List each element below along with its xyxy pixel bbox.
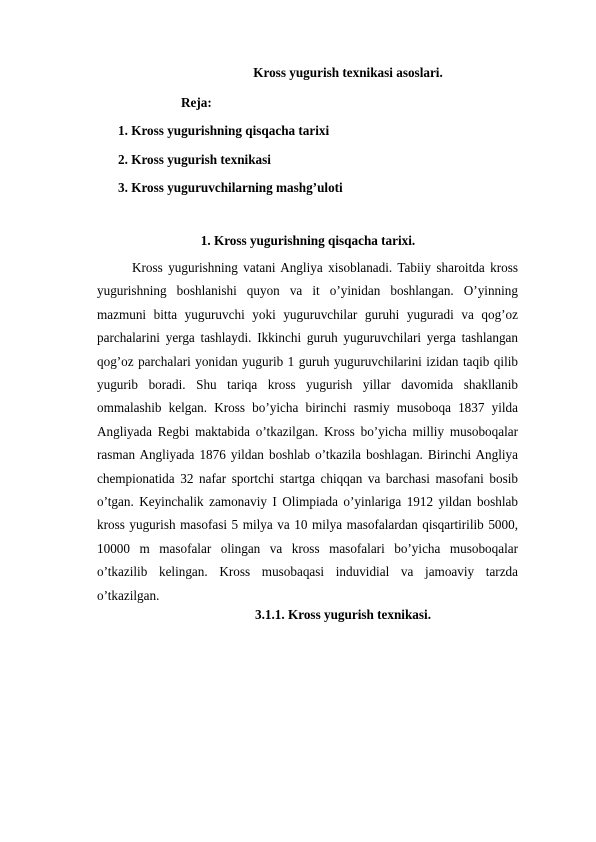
plan-label: Reja: [181,95,212,110]
section-heading: 1. Kross yugurishning qisqacha tarixi. [200,233,416,248]
plan-list [118,123,343,209]
sub-heading: 3.1.1. Kross yugurish texnikasi. [255,607,431,622]
plan-item: 2. Kross yugurish texnikasi [118,151,271,167]
document-title: Kross yugurish texnikasi asoslari. [253,65,443,80]
plan-item: 1. Kross yugurishning qisqacha tarixi [118,123,330,138]
body-paragraph: Kross yugurishning vatani Angliya xisoblanadi. Tabiiy sharoitda kross yugurishning boshlanishi quyon va it o’yinidan boshlangan. O’yinning mazmuni bitta yuguruvchi yoki yuguruvchilar guruhi yuguradi va qog’oz parchalarini yerga tashlaydi. Ikkinchi guruh yuguruvchilari yerga tashlangan qog’oz parchalari yonidan yugurib 1 guruh yuguruvchilarini izidan taqib qilib yugurib boradi. Shu tariqa kross yugurish yillar davomida shakllanib ommalashib kelgan. Kross bo’yicha birinchi rasmiy musoboqa 1837 yilda Angliyada Regbi maktabida o’tkazilgan. Kross bo’yicha milliy musoboqalar rasman Angliyada 1876 yildan boshlab o’tkazila boshlagan. Birinchi Angliya chempionatida 32 nafar sportchi startga chiqqan va barchasi masofani bosib o’tgan. Keyinchalik zamonaviy I Olimpiada o’yinlariga 1912 yildan boshlab kross yugurish masofasi 5 milya va 10 milya masofalardan qisqartirilib 5000, 10000 m masofalar olingan va kross masofalari bo’yicha musoboqalar o’tkazilib kelingan. Kross musobaqasi induvidial va jamoaviy tarzda o’tkazilgan. [97,260,518,603]
plan-item: 3. Kross yuguruvchilarning mashg’uloti [118,180,343,195]
